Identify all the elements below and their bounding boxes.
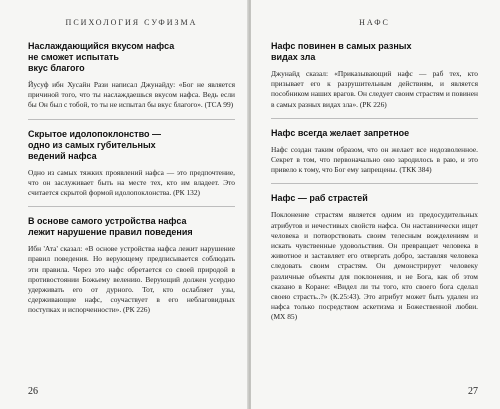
heading-line: видах зла xyxy=(271,52,316,62)
divider xyxy=(271,183,478,184)
heading-line: вкус благого xyxy=(28,63,85,73)
section xyxy=(271,128,478,176)
heading-line: ведений нафса xyxy=(28,150,97,161)
running-head: НАФС xyxy=(359,18,390,27)
divider xyxy=(28,119,235,120)
section-heading xyxy=(271,41,478,63)
left-page xyxy=(0,0,249,409)
section-body: Ибн 'Ата' сказал: «В основе устройства нафса лежит нарушение правил поведения. Но верующему предписывается соблюдать эти правила. Через это нафс обретается со своей природой в противостоянии Божьему велению. Верующий должен усердно удерживать его от дурного. Тот, кто ослабляет узы, сдерживающие нафс, соучаствует в его неблаговидных поступках и испорченности». (РК 226) xyxy=(28,244,235,315)
heading-line: Нафс всегда желает запретное xyxy=(271,127,410,138)
section-body: Нафс создан таким образом, что он желает все недозволенное. Секрет в том, что первоначально оно зародилось в раю, и это привело к тому, что Бог ему запрещены. (ТКК 384) xyxy=(271,144,478,175)
heading-line: В основе самого устройства нафса xyxy=(28,216,187,227)
section xyxy=(28,129,235,199)
heading-line: не сможет испытать xyxy=(28,52,119,62)
section-heading xyxy=(271,193,478,204)
divider xyxy=(28,206,235,207)
section-body: Поклонение страстям является одним из предосудительных атрибутов и нечестивых свойств нафса. Он наставнически ищет человека и потворствовать своим телесным вожделениям и искать чувственные удовольствия. Он превращает человека в животное и заставляет его отвергать добро, заставляя человека следовать своим страстям. Он демонстрирует человеку различные объекты для поклонения, и не Бога, как об этом сказано в Коране: «Видел ли ты того, кто своего бога сделал своею страсть..?» (К.25:43). Это атрибут может быть удален из нафса только посредством аскетизма и Божественной любви. (МХ 85) xyxy=(271,210,478,322)
heading-line: одно из самых губительных xyxy=(28,139,156,150)
section-body: Йусуф ибн Хусайн Рази написал Джунайду: «Бог не является причиной того, что ты наслаждаешься вкусом нафса. Ведь если бы Он был с тобой, то ты не испытал бы вкус благого». (TCA 99) xyxy=(28,80,235,110)
heading-line: лежит нарушение правил поведения xyxy=(28,227,193,238)
section-heading xyxy=(28,129,235,162)
section xyxy=(28,41,235,111)
heading-line: Нафс — раб страстей xyxy=(271,193,368,204)
section-heading xyxy=(28,41,235,74)
page-number: 26 xyxy=(28,386,38,397)
section xyxy=(271,193,478,322)
heading-line: Скрытое идолопоклонство — xyxy=(28,128,162,139)
section-body: Джунайд сказал: «Приказывающий нафс — раб тех, кто призывает его к разрушительным действиям, и является пособником наших врагов. Он следует своим страстям и повинен в самых разных видах зла». (РК 226) xyxy=(271,69,478,109)
divider xyxy=(271,118,478,119)
section-body: Одно из самых тяжких проявлений нафса — это предпочтение, что он заслуживает быть на месте тех, кто им владеет. Это считается скрытой формой идолопоклонства. (РК 132) xyxy=(28,167,235,198)
section-heading xyxy=(28,216,235,238)
section-heading xyxy=(271,128,478,139)
running-head: ПСИХОЛОГИЯ СУФИЗМА xyxy=(65,18,198,27)
section xyxy=(271,41,478,110)
heading-line: Нафс повинен в самых разных xyxy=(271,41,412,51)
page-number: 27 xyxy=(468,386,478,397)
right-page xyxy=(251,0,500,409)
heading-line: Наслаждающийся вкусом нафса xyxy=(28,41,175,51)
section xyxy=(28,216,235,315)
